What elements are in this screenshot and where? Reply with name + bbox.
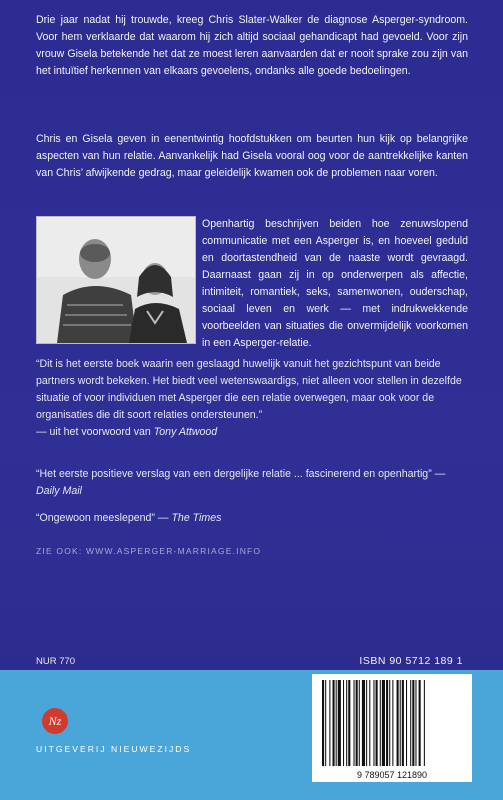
publisher-logo-icon: Nz xyxy=(42,708,68,734)
quote-source: — The Times xyxy=(157,512,222,524)
barcode-bars xyxy=(312,674,472,770)
barcode-number: 9 789057 121890 xyxy=(312,770,472,782)
barcode-bar xyxy=(392,680,393,766)
quote-text: “Het eerste positieve verslag van een dergelijke relatie ... fascinerend en openhartig” xyxy=(36,468,432,480)
barcode-bar xyxy=(356,680,358,766)
quote-attwood xyxy=(36,356,468,441)
barcode-bar xyxy=(400,680,401,766)
quote-source: — Daily Mail xyxy=(36,468,446,497)
quote-the-times xyxy=(36,510,468,527)
barcode-bar xyxy=(325,680,326,766)
barcode-bar xyxy=(397,680,399,766)
barcode-bar xyxy=(419,680,421,766)
barcode-bar xyxy=(386,680,388,766)
barcode-bar xyxy=(376,680,378,766)
barcode-bar xyxy=(348,680,350,766)
barcode-bar xyxy=(389,680,390,766)
author-photo xyxy=(36,216,196,344)
topics-paragraph: Openhartig beschrijven beiden hoe zenuwslopend communicatie met een Asperger is, en hoeveel geduld en doortastendheid van de naaste wordt gevraagd. Daarnaast gaan zij in op onderwerpen als affectie, intimiteit, romantiek, seks, samenwonen, ouderschap, sociaal leven en werk — met indrukwekkende voorbeelden van situaties die onvermijdelijk voorkomen in een Asperger-relatie. xyxy=(202,218,468,349)
barcode-bar xyxy=(329,680,330,766)
quote-daily-mail xyxy=(36,466,468,500)
barcode-bar xyxy=(336,680,337,766)
barcode-bar xyxy=(415,680,416,766)
barcode-bar xyxy=(354,680,355,766)
quote-text: “Ongewoon meeslepend” xyxy=(36,512,155,524)
barcode-bar xyxy=(338,680,341,766)
barcode-bar xyxy=(366,680,367,766)
barcode-bar xyxy=(402,680,404,766)
author-photo-illustration xyxy=(37,217,195,343)
barcode-bar xyxy=(333,680,335,766)
quote-text: “Dit is het eerste boek waarin een geslaagd huwelijk vanuit het gezichtspunt van beide partners wordt bekeken. Het biedt veel wetenswaardigs, niet alleen voor stellen in dezelfde situatie of voor individuen met Asperger die een relatie overwegen, maar ook voor de organisaties die dit soort relaties ondersteunen.” xyxy=(36,358,462,421)
isbn-number: ISBN 90 5712 189 1 xyxy=(359,655,463,667)
barcode-bar xyxy=(346,680,347,766)
barcode-bar xyxy=(382,680,385,766)
quote-author: Tony Attwood xyxy=(153,426,218,438)
publisher-name: UITGEVERIJ NIEUWEZIJDS xyxy=(36,744,192,754)
barcode-bar xyxy=(359,680,360,766)
barcode-bar xyxy=(380,680,381,766)
barcode-bar xyxy=(412,680,414,766)
nur-code: NUR 770 xyxy=(36,656,76,667)
website-reference: ZIE OOK: WWW.ASPERGER-MARRIAGE.INFO xyxy=(36,546,262,556)
barcode xyxy=(312,674,472,770)
barcode-bar xyxy=(369,680,370,766)
barcode-bar xyxy=(322,680,324,766)
barcode-bar xyxy=(406,680,407,766)
summary-paragraph: Chris en Gisela geven in eenentwintig hoofdstukken om beurten hun kijk op belangrijke aspecten van hun relatie. Aanvankelijk had Gisela vooral oog voor de aantrekkelijke kanten van Chris’ afwijkende gedrag, maar geleidelijk kwamen ook de problemen naar voren. xyxy=(36,133,468,179)
barcode-bar xyxy=(424,680,425,766)
quote-attribution: — uit het voorwoord van xyxy=(36,426,151,438)
barcode-bar xyxy=(343,680,344,766)
barcode-bar xyxy=(362,680,365,766)
barcode-bar xyxy=(410,680,411,766)
barcode-bar xyxy=(373,680,374,766)
intro-paragraph: Drie jaar nadat hij trouwde, kreeg Chris Slater-Walker de diagnose Asperger-syndroom. Voor hem verklaarde dat waarom hij zich altijd sociaal gehandicapt had gevoeld. Voor zijn vrouw Gisela betekende het dat ze moest leren aanvaarden dat er nooit sprake zou zijn van het intuïtief herkennen van elkaars gevoelens, ondanks alle goede bedoelingen. xyxy=(36,14,468,77)
